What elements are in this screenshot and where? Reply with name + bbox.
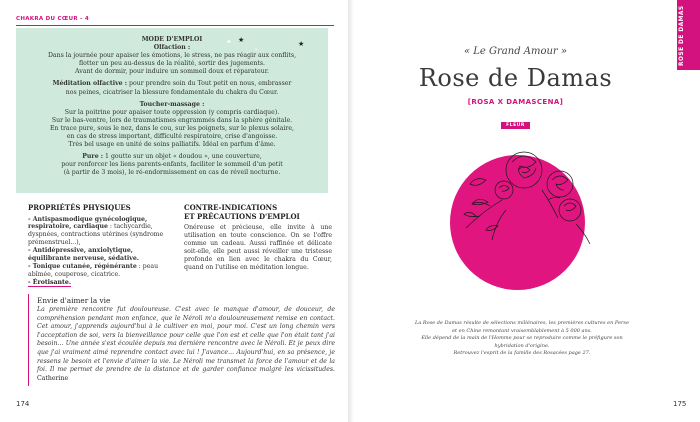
contraindications-column: [184, 204, 332, 271]
olfaction-line: Avant de dormir, pour induire un sommeil doux et réparateur.: [75, 68, 269, 76]
testimony-title: Envie d'aimer la vie: [37, 296, 111, 305]
massage-label: Toucher-massage :: [139, 100, 205, 108]
left-page: [0, 0, 348, 422]
massage-line: Sur la poitrine pour apaiser toute oppression (y compris cardiaque).: [64, 108, 280, 116]
plant-subtitle: « Le Grand Amour »: [463, 46, 568, 57]
massage-line: Très bel usage en unité de soins palliatifs. Idéal en parfum d'âme.: [68, 141, 276, 149]
sparkle-icon: ✧: [254, 47, 259, 53]
star-icon: ★: [238, 36, 245, 44]
testimony-text: La première rencontre fut douloureuse. C'est avec le manque d'amour, de douceur, de compréhension pendant mon enfance, que le Néroli m'a douloureusement remise en contact. Cet amour, j'apprends aujourd'hui à le cultiver en moi, pour moi. C'est un long chemin vers l'acceptation de soi, vers la bienveillance pour celle que l'on est et celle que l'on était tant j'ai besoin… Une année s'est écoulée depuis ma dernière rencontre avec le Néroli. Et je peux dire que j'ai vraiment aimé reprendre contact avec lui ! J'avance… Aujourd'hui, en sa présence, je ressens le besoin et l'envie d'aimer la vie. Le Néroli me transmet la force de l'amour et de la foi. Il me permet de prendre de la distance et de garder confiance malgré les vicissitudes. Catherine: [37, 306, 335, 382]
plant-title: Rose de Damas: [418, 64, 613, 92]
olfaction-label: Olfaction :: [153, 44, 191, 52]
massage-line: Sur le bas-ventre, lors de traumatismes engrammés dans la sphère génitale.: [51, 116, 293, 124]
pure-line: pour renforcer les liens parents-enfants, faciliter le sommeil d'un petit: [61, 161, 283, 169]
contra-text: Onéreuse et précieuse, elle invite à une utilisation en toute conscience. On se l'offre comme un cadeau. Aussi raffinée et délicate soit-elle, elle peut aussi réveiller une tristesse profonde en lien avec le chakra du Cœur, quand on l'utilise en méditation longue.: [184, 224, 332, 271]
latin-name: [ROSA X DAMASCENA]: [467, 98, 564, 106]
properties-title: PROPRIÉTÉS PHYSIQUES: [28, 203, 131, 212]
pure-line: 1 goutte sur un objet « doudou », une couverture,: [105, 153, 262, 161]
property-item: - Antidépressive, anxiolytique, équilibrante nerveuse, sédative.: [28, 247, 139, 263]
pure-line: (à partir de 3 mois), le ré-endormissement en cas de réveil nocturne.: [63, 169, 281, 177]
header-rule: [16, 25, 334, 26]
page-number-right: 175: [673, 400, 687, 408]
meditation-label: Méditation olfactive :: [52, 80, 128, 88]
testimony-signature: Catherine: [37, 374, 69, 382]
pure-label: Pure :: [82, 153, 104, 161]
usage-heading: MODE D'EMPLOI: [141, 36, 203, 43]
testimony-box: [28, 294, 335, 386]
olfaction-line: flotter un peu au-dessus de la réalité, sortir des jugements.: [78, 60, 266, 68]
side-tab: [677, 0, 700, 70]
star-icon: ★: [298, 40, 305, 48]
massage-line: En trace pure, sous le nez, dans le cou, sur les poignets, sur le plexus solaire,: [50, 124, 294, 132]
plant-caption: La Rose de Damas résulte de sélections millénaires, les premières cultures en Perse et en Chine remontant vraisemblablement à 5 000 ans. Elle dépend de la main de l'Homme pour se reproduire comme le préfigure son hybridation d'origine. Retrouvez l'esprit de la famille des Rosacées page 27.: [415, 320, 629, 357]
part-tag: FLEUR: [501, 122, 530, 129]
contra-title-2: ET PRÉCAUTIONS D'EMPLOI: [184, 211, 300, 221]
properties-column: [28, 204, 168, 287]
usage-box: [16, 28, 328, 193]
contra-title-1: CONTRE-INDICATIONS: [184, 203, 278, 212]
meditation-line: nos peines, cicatriser la blessure fondamentale du chakra du Cœur.: [65, 88, 279, 96]
running-head: CHAKRA DU CŒUR - 4: [16, 16, 90, 22]
meditation-line: pour prendre soin du Tout petit en nous, embrasser: [129, 80, 292, 88]
property-item: - Tonique cutanée, régénérante : peau abîmée, couperose, cicatrice.: [28, 262, 159, 278]
property-item: - Antispasmodique gynécologique, respiratoire, cardiaque : tachycardie, dyspnées, contractions utérines (syndrome prémenstruel...),: [28, 215, 164, 247]
sparkle-icon: ✦: [226, 38, 232, 46]
olfaction-line: Dans la journée pour apaiser les émotions, le stress, ne pas réagir aux conflits,: [47, 52, 297, 60]
side-tab-label: ROSE DE DAMAS: [679, 5, 685, 66]
rose-illustration-icon: [462, 140, 597, 248]
page-number-left: 174: [16, 400, 30, 408]
massage-line: en cas de stress important, difficulté respiratoire, crise d'angoisse.: [66, 133, 278, 141]
usage-text: [16, 36, 328, 180]
property-item: - Érotisante.: [28, 278, 71, 286]
